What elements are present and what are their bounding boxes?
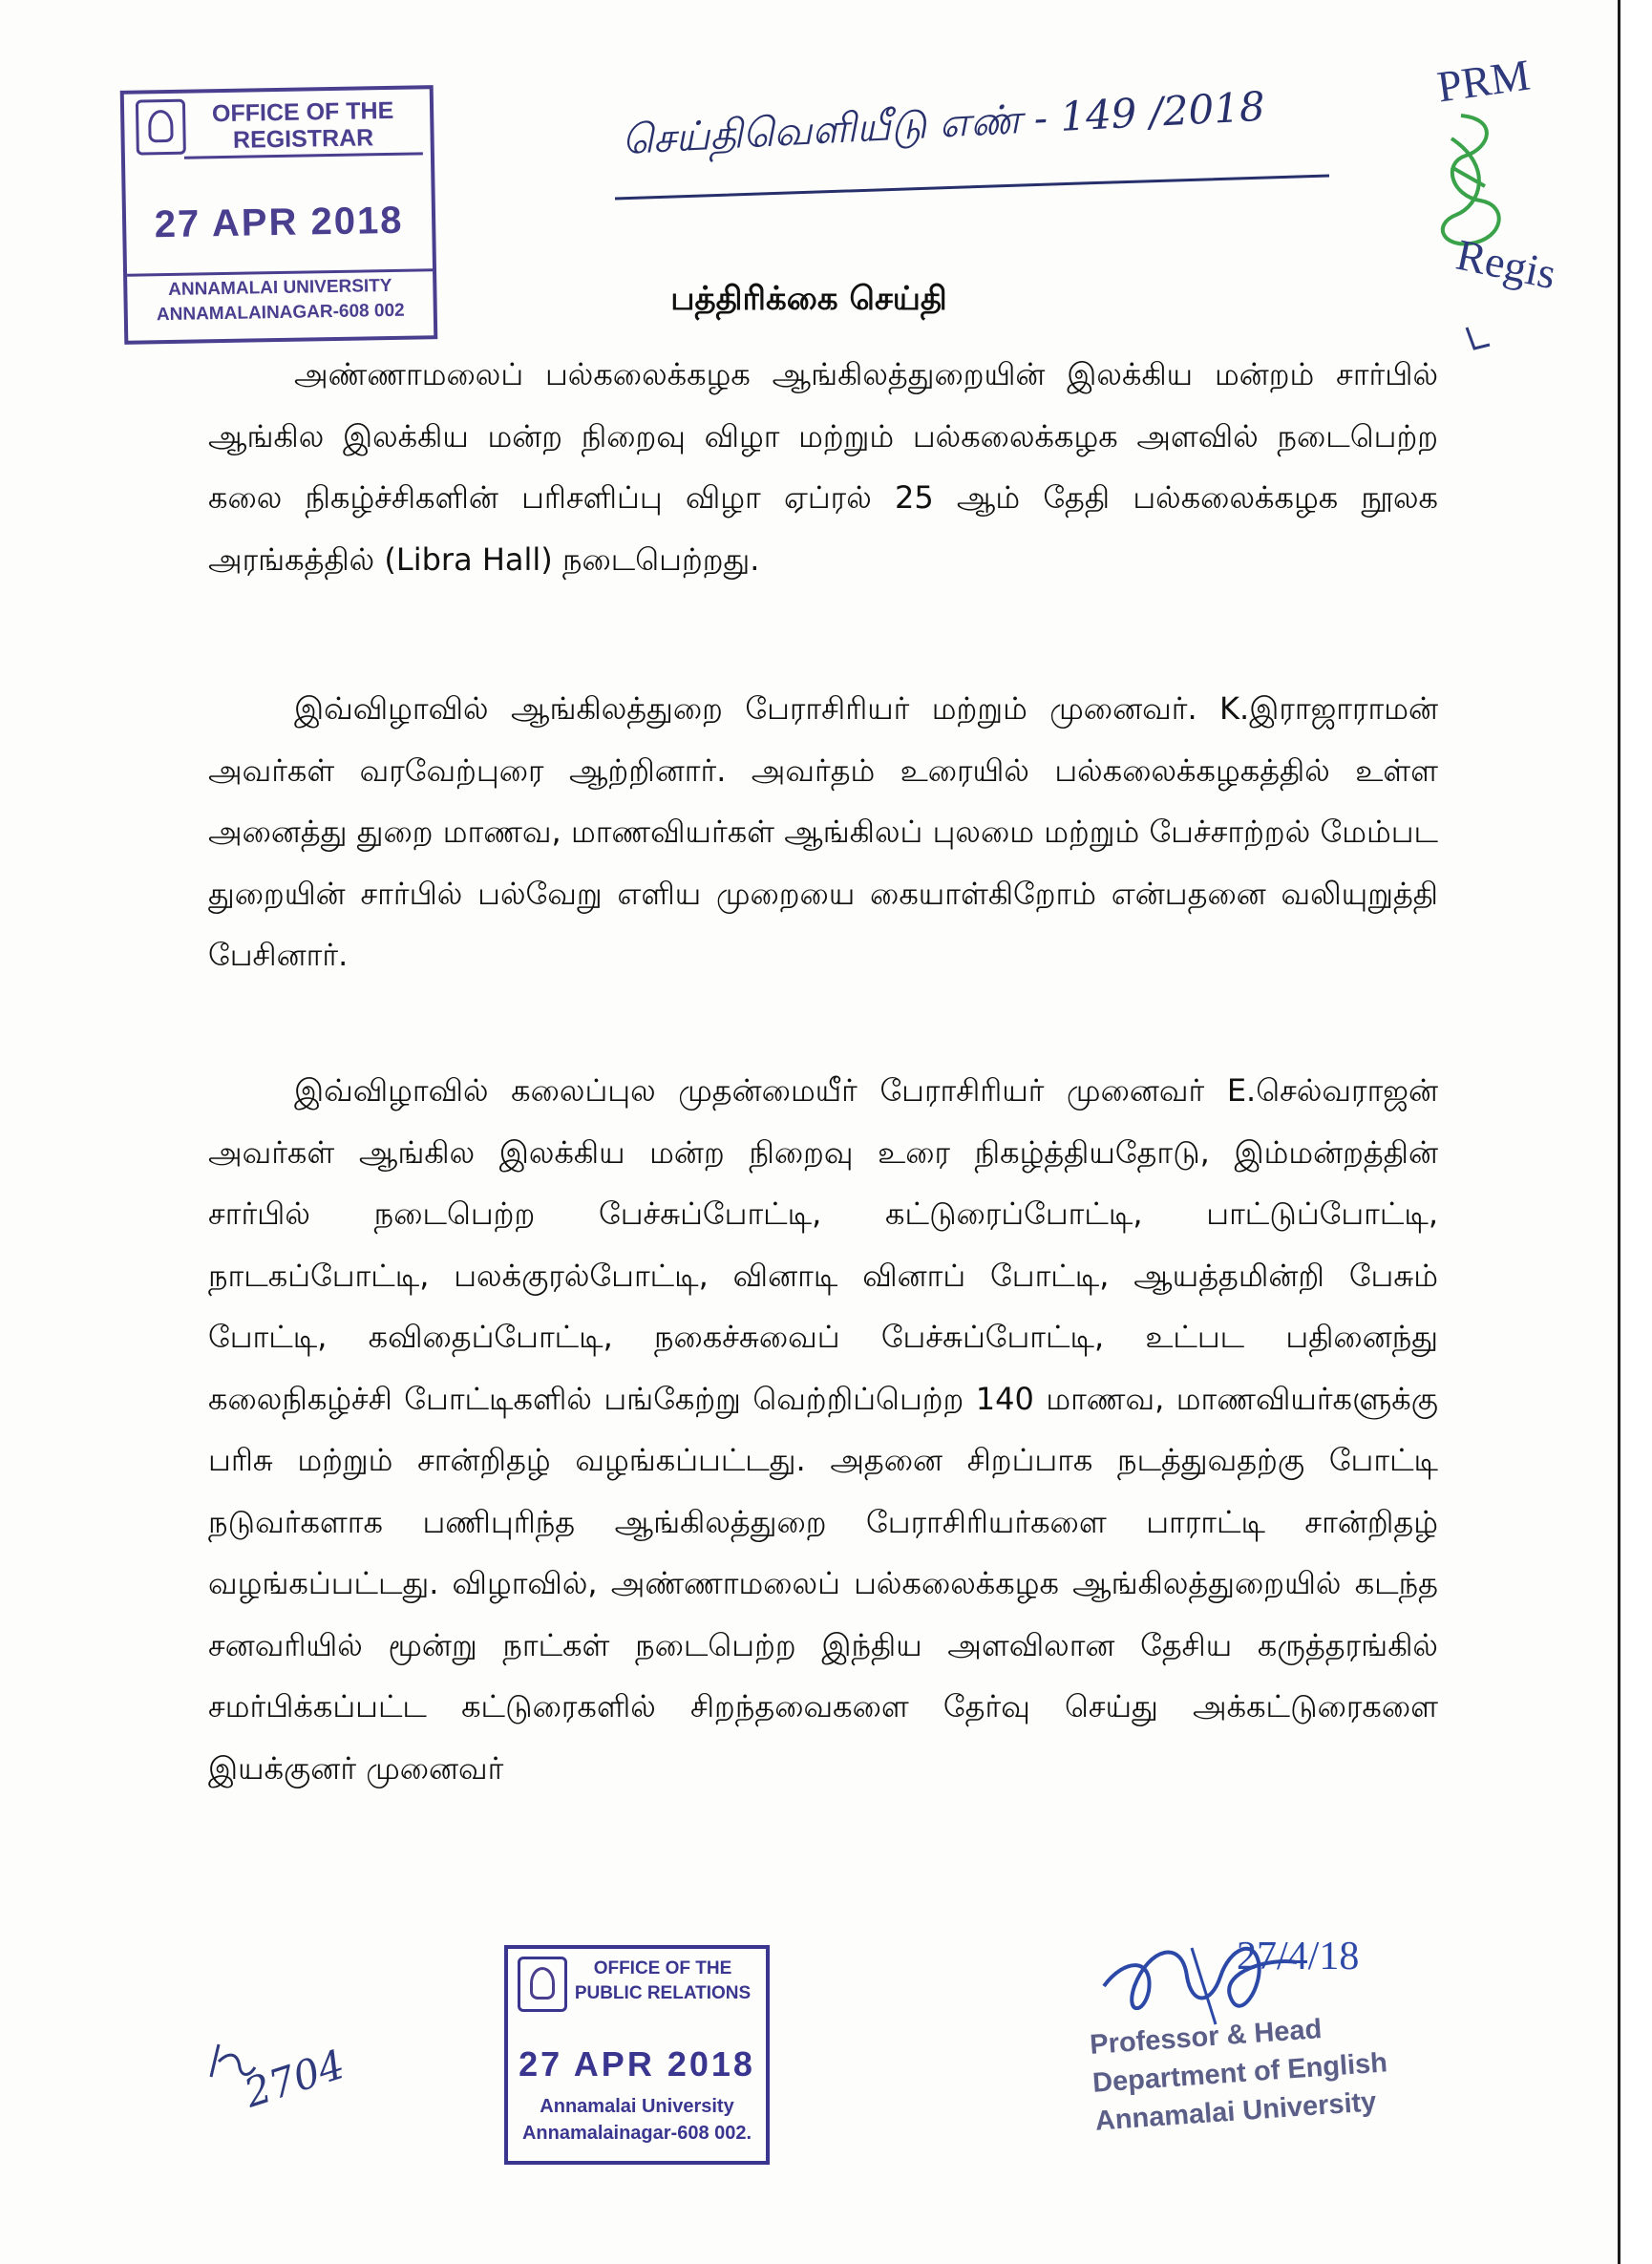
pr-stamp-line1: OFFICE OF THE <box>593 1958 732 1978</box>
handwritten-release-number: செய்திவெளியீடு எண் - 149 /2018 <box>621 82 1266 163</box>
pr-stamp-date: 27 APR 2018 <box>519 2044 755 2084</box>
public-relations-stamp <box>504 1945 770 2165</box>
paragraph-1 <box>208 344 1438 590</box>
signature-stamp-line2: Department of English <box>1091 2047 1388 2099</box>
release-number-underline <box>611 170 1337 208</box>
handwritten-regis-note: Regis <box>1451 229 1560 299</box>
paragraph-3-text: இவ்விழாவில் கலைப்புல முதன்மையீர் பேராசிரியர் முனைவர் E.செல்வராஜன் அவர்கள் ஆங்கில இலக்கிய மன்ற நிறைவு உரை நிகழ்த்தியதோடு, இம்மன்றத்தின் சார்பில் நடைபெற்ற பேச்சுப்போட்டி, கட்டுரைப்போட்டி, பாட்டுப்போட்டி, நாடகப்போட்டி, பலக்குரல்போட்டி, வினாடி வினாப் போட்டி, ஆயத்தமின்றி பேசும் போட்டி, கவிதைப்போட்டி, நகைச்சுவைப் பேச்சுப்போட்டி, உட்பட பதினைந்து கலைநிகழ்ச்சி போட்டிகளில் பங்கேற்று வெற்றிப்பெற்ற 140 மாணவ, மாணவியர்களுக்கு பரிசு மற்றும் சான்றிதழ் வழங்கப்பட்டது. அதனை சிறப்பாக நடத்துவதற்கு போட்டி நடுவர்களாக பணிபுரிந்த ஆங்கிலத்துறை பேராசிரியர்களை பாராட்டி சான்றிதழ் வழங்கப்பட்டது. விழாவில், அண்ணாமலைப் பல்கலைக்கழக ஆங்கிலத்துறையில் கடந்த சனவரியில் மூன்று நாட்கள் நடைபெற்ற இந்திய அளவிலான தேசிய கருத்தரங்கில் சமர்பிக்கப்பட்ட கட்டுரைகளில் சிறந்தவைகளை தேர்வு செய்து அக்கட்டுரைகளை இயக்குனர் முனைவர் <box>208 1072 1438 1787</box>
document-title: பத்திரிக்கை செய்தி <box>670 280 947 318</box>
registrar-stamp-date: 27 APR 2018 <box>154 199 404 246</box>
registrar-stamp-line4: ANNAMALAINAGAR-608 002 <box>156 300 405 326</box>
paragraph-2 <box>208 678 1438 986</box>
professor-head-stamp <box>1089 2005 1391 2140</box>
registrar-stamp-line2: REGISTRAR <box>232 124 374 154</box>
paragraph-2-text: இவ்விழாவில் ஆங்கிலத்துறை பேராசிரியர் மற்றும் முனைவர். K.இராஜாராமன் அவர்கள் வரவேற்புரை ஆற்றினார். அவர்தம் உரையில் பல்கலைக்கழகத்தில் உள்ள அனைத்து துறை மாணவ, மாணவியர்கள் ஆங்கிலப் புலமை மற்றும் பேச்சாற்றல் மேம்பட துறையின் சார்பில் பல்வேறு எளிய முறையை கையாள்கிறோம் என்பதனை வலியுறுத்தி பேசினார். <box>208 690 1439 973</box>
handwritten-bottom-left-note: 2704 <box>239 2040 350 2117</box>
registrar-stamp-line1: OFFICE OF THE <box>211 96 394 128</box>
signature-stamp-line1: Professor & Head <box>1089 2014 1324 2061</box>
handwritten-prm-initials: PRM <box>1433 50 1534 112</box>
university-emblem-icon <box>518 1957 567 2012</box>
pr-stamp-line4: Annamalainagar-608 002. <box>521 2123 752 2144</box>
signature-stamp-line3: Annamalai University <box>1093 2086 1378 2137</box>
registrar-stamp-line3: ANNAMALAI UNIVERSITY <box>167 275 392 301</box>
handwritten-arrow-mark <box>1461 320 1499 358</box>
paragraph-3 <box>208 1060 1438 1799</box>
pr-stamp-line2: PUBLIC RELATIONS <box>574 1983 752 2003</box>
pr-stamp-line3: Annamalai University <box>540 2096 734 2117</box>
signature-date: 27/4/18 <box>1237 1935 1360 1978</box>
university-emblem-icon <box>136 99 186 156</box>
paragraph-1-text: அண்ணாமலைப் பல்கலைக்கழக ஆங்கிலத்துறையின் இலக்கிய மன்றம் சார்பில் ஆங்கில இலக்கிய மன்ற நிறைவு விழா மற்றும் பல்கலைக்கழக அளவில் நடைபெற்ற கலை நிகழ்ச்சிகளின் பரிசளிப்பு விழா ஏப்ரல் 25 ஆம் தேதி பல்கலைக்கழக நூலக அரங்கத்தில் (Libra Hall) நடைபெற்றது. <box>208 356 1438 578</box>
